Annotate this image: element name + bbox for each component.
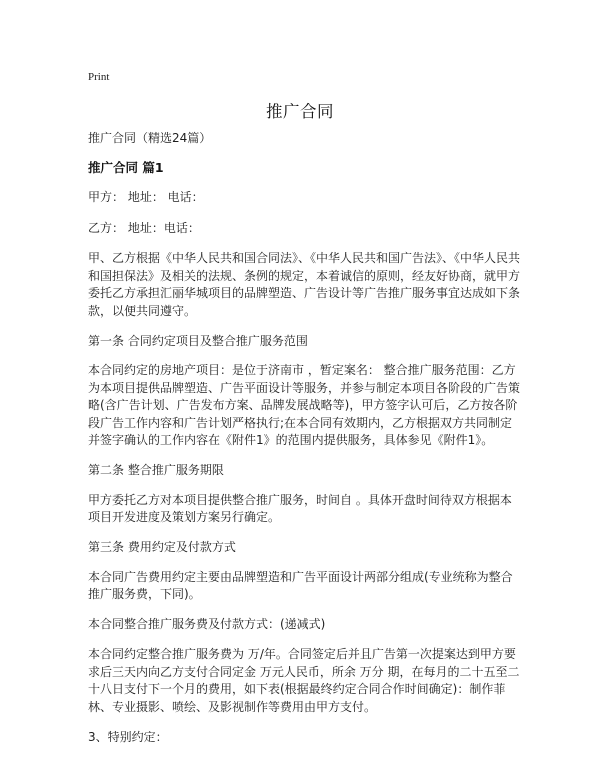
article-2-title: 第二条 整合推广服务期限 (88, 463, 224, 477)
article-3-title: 第三条 费用约定及付款方式 (88, 540, 236, 554)
party-a-line: 甲方： 地址： 电话： (88, 190, 204, 204)
article-1-body: 本合同约定的房地产项目：是位于济南市 ，暂定案名： 整合推广服务范围：乙方为本项目提供品牌塑造、广告平面设计等服务，并参与制定本项目各阶段的广告策略(含广告计划、广告发布方案、品牌发展战略等)，甲方签字认可后，乙方按各阶段广告工作内容和广告计划严格执行;在本合同有效期内，乙方根据双方共同制定并签字确认的工作内容在《附件1》的范围内提供服务，具体参见《附件1》。 (88, 363, 521, 447)
document-body (88, 130, 520, 759)
article-2-body: 甲方委托乙方对本项目提供整合推广服务，时间自 。具体开盘时间待双方根据本项目开发进度及策划方案另行确定。 (88, 492, 512, 524)
print-label: Print (88, 71, 110, 83)
party-b-line: 乙方： 地址：电话： (88, 220, 200, 235)
document-subtitle: 推广合同（精选24篇） (88, 131, 212, 145)
article-3-body-2: 本合同整合推广服务费及付款方式：(递减式) (88, 617, 326, 631)
special-terms-heading: 3、特别约定： (88, 729, 168, 744)
section-heading: 推广合同 篇1 (88, 159, 164, 175)
article-3-body-3: 本合同约定整合推广服务费为 万/年。合同签定后并且广告第一次提案达到甲方要求后三天内向乙方支付合同定金 万元人民币，所余 万分 期，在每月的二十五至二十八日支付下一个月的费用，如下表(根据最终约定合同合作时间确定)：制作菲林、专业摄影、喷绘、及影视制作等费用由甲方支付。 (88, 647, 520, 714)
intro-paragraph: 甲、乙方根据《中华人民共和国合同法》、《中华人民共和国广告法》、《中华人民共和国担保法》及相关的法规、条例的规定，本着诚信的原则，经友好协商，就甲方委托乙方承担汇丽华城项目的品牌塑造、广告设计等广告推广服务事宜达成如下条款，以便共同遵守。 (88, 251, 521, 318)
article-1-title: 第一条 合同约定项目及整合推广服务范围 (88, 333, 308, 348)
document-title: 推广合同 (266, 102, 334, 121)
article-3-body-1: 本合同广告费用约定主要由品牌塑造和广告平面设计两部分组成(专业统称为整合推广服务费，下同)。 (88, 569, 513, 601)
